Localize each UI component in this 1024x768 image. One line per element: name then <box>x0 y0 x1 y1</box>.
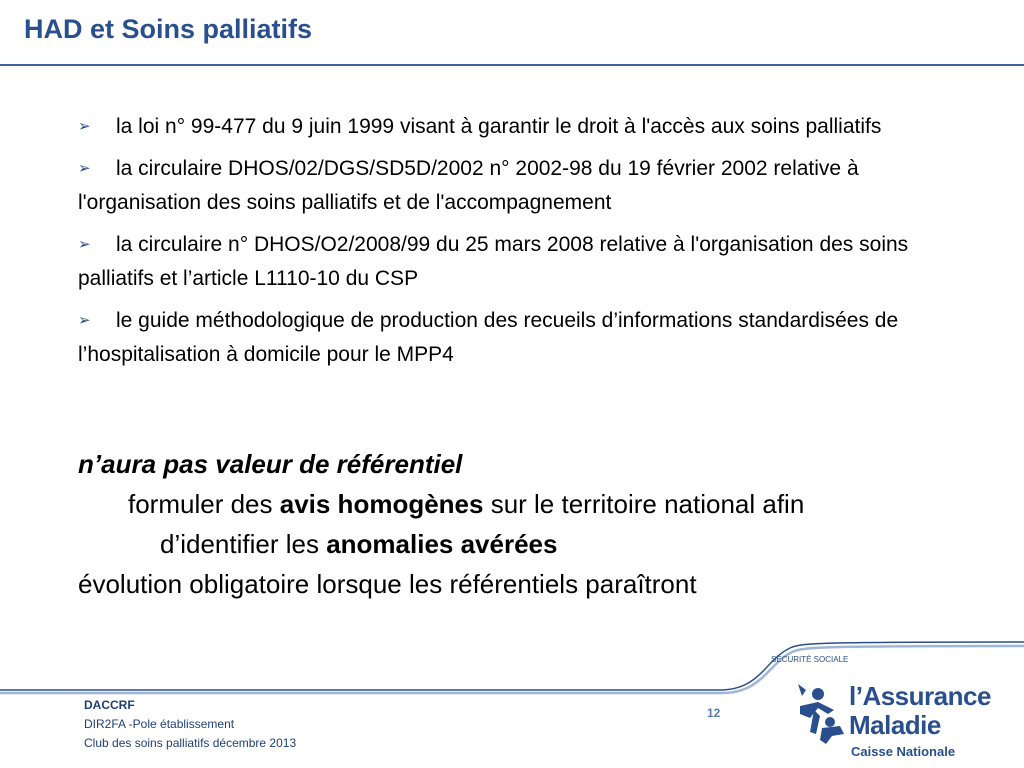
title-divider <box>0 64 1024 66</box>
page-number: 12 <box>707 706 721 720</box>
conclusion-text: d’identifier les <box>160 529 327 559</box>
logo-subtitle: Caisse Nationale <box>851 744 956 759</box>
conclusion-emphasis: avis homogènes <box>279 489 484 519</box>
footer-info <box>84 696 296 753</box>
bullet-item <box>78 228 978 296</box>
logo-arc-text: SÉCURITÉ SOCIALE <box>771 655 849 664</box>
bullet-text: la circulaire DHOS/02/DGS/SD5D/2002 n° 2002-98 du 19 février 2002 relative à l'organisation des soins palliatifs et de l'accompagnement <box>78 157 859 214</box>
conclusion-line-2 <box>78 524 998 564</box>
conclusion-text: sur le territoire national afin <box>483 489 805 519</box>
footer-event: Club des soins palliatifs décembre 2013 <box>84 736 297 750</box>
footer-dept: DIR2FA -Pole établissement <box>84 717 235 731</box>
logo-line-1: l’Assurance <box>849 681 991 711</box>
slide-title: HAD et Soins palliatifs <box>24 14 313 44</box>
footer-org: DACCRF <box>84 698 135 712</box>
bullet-text: le guide méthodologique de production des recueils d’informations standardisées de l’hospitalisation à domicile pour le MPP4 <box>78 309 899 366</box>
conclusion-line-1 <box>78 484 998 524</box>
logo-line-2: Maladie <box>849 710 941 740</box>
bullet-text: la loi n° 99-477 du 9 juin 1999 visant à garantir le droit à l'accès aux soins palliatifs <box>116 115 882 138</box>
conclusion-heading: n’aura pas valeur de référentiel <box>78 449 463 479</box>
bullet-item <box>78 152 978 220</box>
arrow-right-icon: ➢ <box>78 160 91 177</box>
conclusion-text: formuler des <box>128 489 280 519</box>
conclusion-emphasis: anomalies avérées <box>326 529 558 559</box>
bullet-item <box>78 304 978 372</box>
arrow-right-icon: ➢ <box>78 312 91 329</box>
conclusion-line-3: évolution obligatoire lorsque les référentiels paraîtront <box>78 569 697 599</box>
conclusion-block <box>78 444 998 604</box>
arrow-right-icon: ➢ <box>78 236 91 253</box>
bullet-list <box>78 110 978 380</box>
arrow-right-icon: ➢ <box>78 118 91 135</box>
bullet-text: la circulaire n° DHOS/O2/2008/99 du 25 mars 2008 relative à l'organisation des soins palliatifs et l’article L1110-10 du CSP <box>78 233 909 290</box>
bullet-item <box>78 110 978 144</box>
